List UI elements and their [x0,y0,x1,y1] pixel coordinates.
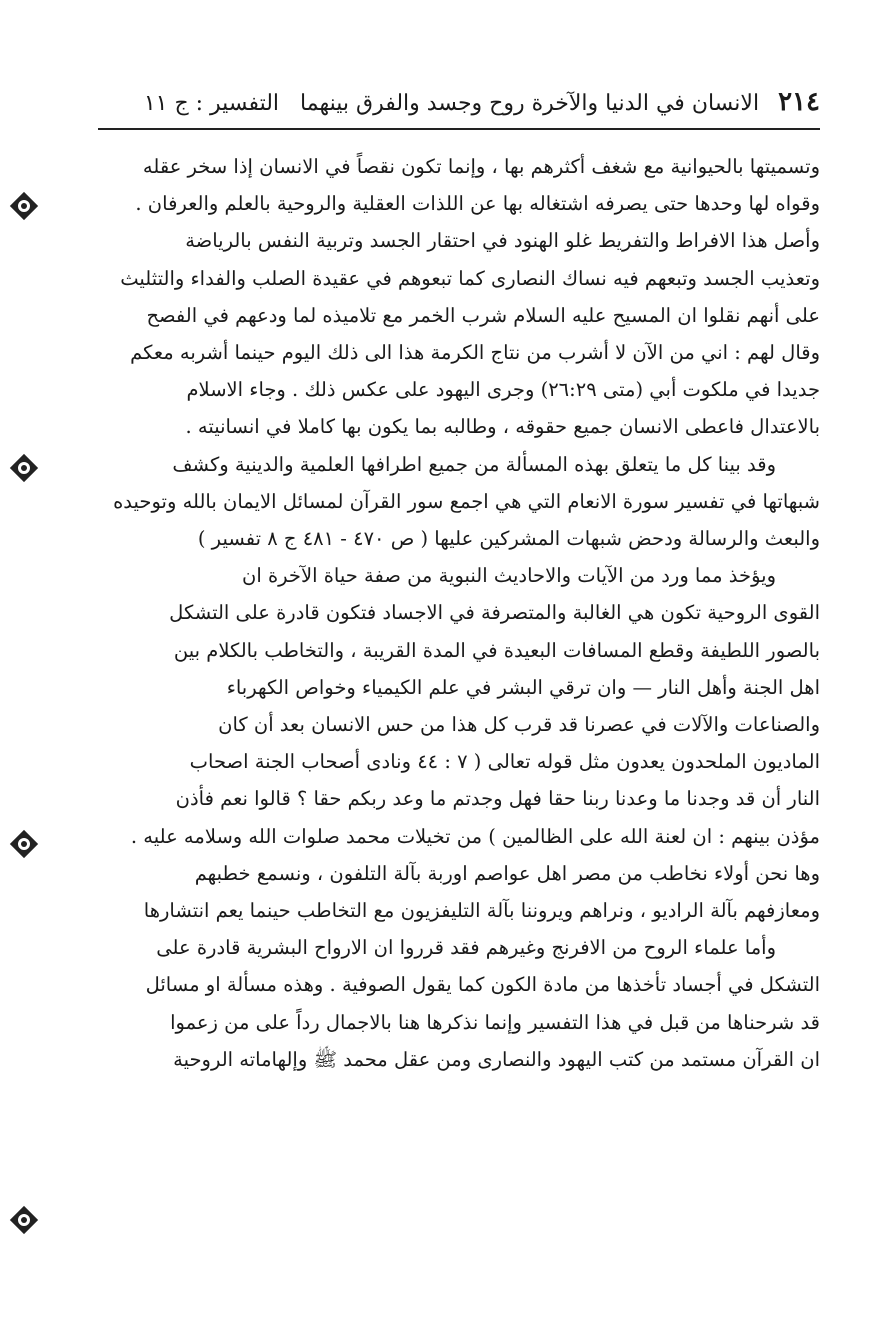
text-line: وتسميتها بالحيوانية مع شغف أكثرهم بها ، وإنما تكون نقصاً في الانسان إذا سخر عقله [142,155,820,178]
text-line: النار أن قد وجدنا ما وعدنا ربنا حقا فهل وجدتم ما وعد ربكم حقا ؟ قالوا نعم فأذن [175,787,820,811]
text-line: مؤذن بينهم : ان لعنة الله على الظالمين ) من تخيلات محمد صلوات الله وسلامه عليه . [130,824,820,848]
section-label: التفسير : ج ١١ [143,91,280,116]
text-line: وقواه لها وحدها حتى يصرفه اشتغاله بها عن اللذات العقلية والروحية بالعلم والعرفان . [135,192,820,216]
running-header [100,82,820,122]
binding-hole-marker [10,192,38,220]
text-line: التشكل في أجساد تأخذها من مادة الكون كما يقول الصوفية . وهذه مسألة او مسائل [145,973,820,997]
text-line: بالاعتدال فاعطى الانسان جميع حقوقه ، وطالبه بما يكون بها كاملا في انسانيته . [185,415,820,439]
text-line: والصناعات والآلات في عصرنا قد قرب كل هذا من حس الانسان بعد أن كان [218,713,820,737]
text-line: قد شرحناها من قبل في هذا التفسير وإنما نذكرها هنا بالاجمال رداً على من زعموا [170,1010,820,1034]
text-line: على أنهم نقلوا ان المسيح عليه السلام شرب الخمر مع تلاميذه لما ودعهم في الفصح [146,303,820,327]
body-text [96,148,820,1078]
header-rule [98,128,820,130]
text-line: وأصل هذا الافراط والتفريط غلو الهنود في احتقار الجسد وتربية النفس بالرياضة [185,229,820,253]
text-line: وها نحن أولاء نخاطب من مصر اهل عواصم اوربة بآلة التلفون ، ونسمع خطبهم [194,861,820,885]
text-line: اهل الجنة وأهل النار — وان ترقي البشر في علم الكيمياء وخواص الكهرباء [226,675,820,699]
binding-hole-marker [10,454,38,482]
binding-hole-marker [10,830,38,858]
text-line: ومعازفهم بآلة الراديو ، ونراهم ويروننا بآلة التليفزيون مع التخاطب حينما يعم انتشارها [143,899,820,923]
text-line: الماديون الملحدون يعدون مثل قوله تعالى ( ٧ : ٤٤ ونادى أصحاب الجنة اصحاب [189,750,820,774]
text-line: ويؤخذ مما ورد من الآيات والاحاديث النبوية من صفة حياة الآخرة ان [242,564,776,588]
text-line: والبعث والرسالة ودحض شبهات المشركين عليها ( ص ٤٧٠ - ٤٨١ ج ٨ تفسير ) [197,527,820,551]
text-line: جديدا في ملكوت أبي (متى ٢٦:٢٩) وجرى اليهود على عكس ذلك . وجاء الاسلام [186,378,820,402]
text-line: ان القرآن مستمد من كتب اليهود والنصارى ومن عقل محمد ﷺ وإلهاماته الروحية [173,1047,820,1071]
binding-hole-marker [10,1206,38,1234]
text-line: وقال لهم : اني من الآن لا أشرب من نتاج الكرمة هذا الى ذلك اليوم حينما أشربه معكم [130,341,820,365]
text-line: بالصور اللطيفة وقطع المسافات البعيدة في المدة القريبة ، والتخاطب بالكلام بين [173,638,820,662]
text-line: شبهاتها في تفسير سورة الانعام التي هي اجمع سور القرآن لمسائل الايمان بالله وتوحيده [113,489,820,513]
text-line: وقد بينا كل ما يتعلق بهذه المسألة من جميع اطرافها العلمية والدينية وكشف [172,452,776,476]
text-line: وأما علماء الروح من الافرنج وغيرهم فقد قرروا ان الارواح البشرية قادرة على [156,936,776,960]
page-number: ٢١٤ [778,87,820,117]
text-line: القوى الروحية تكون هي الغالبة والمتصرفة في الاجساد فتكون قادرة على التشكل [169,601,820,625]
text-line: وتعذيب الجسد وتبعهم فيه نساك النصارى كما تبعوهم في عقيدة الصلب والفداء والتثليث [120,266,820,290]
running-title: الانسان في الدنيا والآخرة روح وجسد والفرق بينهما [300,91,760,116]
